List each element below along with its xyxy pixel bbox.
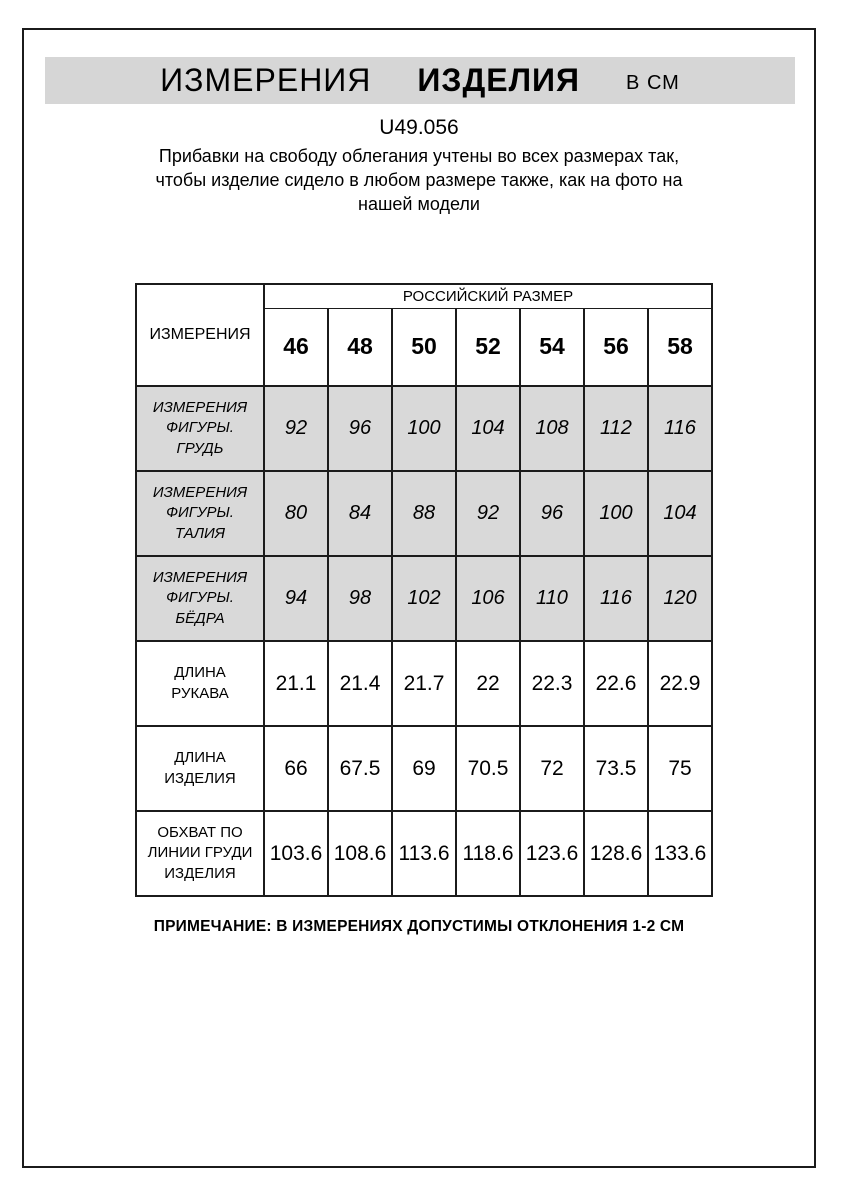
measurement-value: 67.5 <box>328 726 392 811</box>
size-column-header: 48 <box>328 308 392 386</box>
measurement-value: 112 <box>584 386 648 471</box>
measurement-value: 72 <box>520 726 584 811</box>
size-column-header: 50 <box>392 308 456 386</box>
measurement-value: 128.6 <box>584 811 648 896</box>
measurement-value: 104 <box>456 386 520 471</box>
title-word-measurements: ИЗМЕРЕНИЯ <box>160 62 372 98</box>
measurement-row-label: ИЗМЕРЕНИЯ ФИГУРЫ. ТАЛИЯ <box>136 471 264 556</box>
title-banner <box>45 57 795 104</box>
measurement-value: 116 <box>584 556 648 641</box>
measurement-value: 100 <box>584 471 648 556</box>
measurement-value: 21.1 <box>264 641 328 726</box>
measurement-row-label: ОБХВАТ ПО ЛИНИИ ГРУДИ ИЗДЕЛИЯ <box>136 811 264 896</box>
measurement-row-label: ИЗМЕРЕНИЯ ФИГУРЫ. ГРУДЬ <box>136 386 264 471</box>
measurements-corner-header: ИЗМЕРЕНИЯ <box>136 284 264 386</box>
measurement-value: 21.4 <box>328 641 392 726</box>
measurement-row-label: ИЗМЕРЕНИЯ ФИГУРЫ. БЁДРА <box>136 556 264 641</box>
measurement-value: 102 <box>392 556 456 641</box>
measurement-value: 123.6 <box>520 811 584 896</box>
measurement-value: 22.9 <box>648 641 712 726</box>
russian-size-header: РОССИЙСКИЙ РАЗМЕР <box>264 284 712 308</box>
tolerance-note: ПРИМЕЧАНИЕ: В ИЗМЕРЕНИЯХ ДОПУСТИМЫ ОТКЛОНЕНИЯ 1-2 СМ <box>153 918 685 935</box>
title-unit: В СМ <box>626 72 680 94</box>
measurement-value: 92 <box>264 386 328 471</box>
measurement-value: 108.6 <box>328 811 392 896</box>
measurement-value: 98 <box>328 556 392 641</box>
measurement-row-label: ДЛИНА РУКАВА <box>136 641 264 726</box>
measurement-value: 103.6 <box>264 811 328 896</box>
size-column-header: 56 <box>584 308 648 386</box>
size-column-header: 52 <box>456 308 520 386</box>
measurement-value: 120 <box>648 556 712 641</box>
measurement-value: 96 <box>520 471 584 556</box>
product-code: U49.056 <box>379 116 459 139</box>
measurement-value: 73.5 <box>584 726 648 811</box>
table-row-sleeve-length <box>136 641 712 726</box>
measurement-value: 22.6 <box>584 641 648 726</box>
table-row-chest-girth <box>136 811 712 896</box>
fit-description: Прибавки на свободу облегания учтены во всех размерах так, чтобы изделие сидело в любом размере также, как на фото на нашей модели <box>155 146 683 214</box>
measurement-value: 84 <box>328 471 392 556</box>
measurement-value: 70.5 <box>456 726 520 811</box>
size-column-header: 46 <box>264 308 328 386</box>
measurement-value: 108 <box>520 386 584 471</box>
measurement-value: 80 <box>264 471 328 556</box>
table-row-waist <box>136 471 712 556</box>
measurement-value: 69 <box>392 726 456 811</box>
size-table <box>135 283 713 897</box>
measurement-value: 22.3 <box>520 641 584 726</box>
measurement-value: 133.6 <box>648 811 712 896</box>
measurement-value: 110 <box>520 556 584 641</box>
measurement-value: 100 <box>392 386 456 471</box>
page-frame <box>22 28 816 1168</box>
measurement-value: 22 <box>456 641 520 726</box>
measurement-value: 106 <box>456 556 520 641</box>
measurement-value: 92 <box>456 471 520 556</box>
table-header-row-group <box>136 284 712 308</box>
measurement-value: 113.6 <box>392 811 456 896</box>
measurement-value: 66 <box>264 726 328 811</box>
size-column-header: 54 <box>520 308 584 386</box>
table-row-item-length <box>136 726 712 811</box>
table-row-bust <box>136 386 712 471</box>
measurement-value: 118.6 <box>456 811 520 896</box>
title-word-product: ИЗДЕЛИЯ <box>417 62 581 98</box>
measurement-value: 104 <box>648 471 712 556</box>
measurement-value: 116 <box>648 386 712 471</box>
size-column-header: 58 <box>648 308 712 386</box>
table-row-hips <box>136 556 712 641</box>
measurement-row-label: ДЛИНА ИЗДЕЛИЯ <box>136 726 264 811</box>
measurement-value: 75 <box>648 726 712 811</box>
measurement-value: 88 <box>392 471 456 556</box>
measurement-value: 96 <box>328 386 392 471</box>
measurement-value: 94 <box>264 556 328 641</box>
measurement-value: 21.7 <box>392 641 456 726</box>
